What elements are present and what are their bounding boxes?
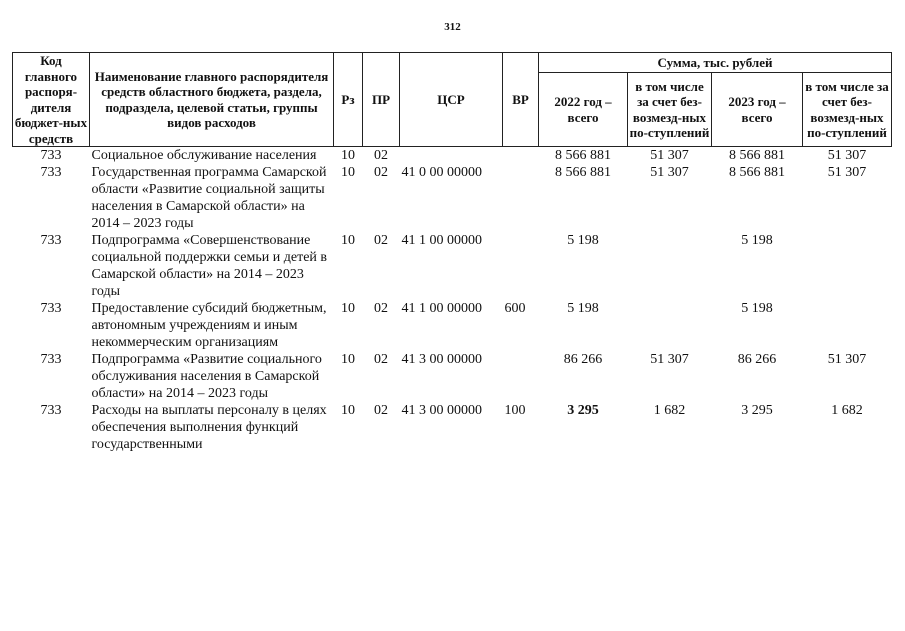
table-row [13, 147, 892, 165]
cell-vr [503, 147, 539, 165]
cell-rz: 10 [341, 148, 355, 163]
cell-2023-total: 8 566 881 [729, 148, 785, 163]
cell-vr [503, 164, 539, 232]
cell-vr: 600 [504, 301, 526, 316]
cell-code: 733 [40, 148, 62, 163]
cell-2023-total: 5 198 [741, 233, 773, 248]
header-vr: ВР [503, 53, 539, 147]
header-code: Код главного распоря-дителя бюджет-ных средств [13, 53, 90, 147]
cell-2022-total: 3 295 [567, 403, 599, 418]
cell-code: 733 [40, 301, 62, 316]
cell-vr [503, 351, 539, 402]
table-row [13, 402, 892, 453]
cell-pr: 02 [374, 352, 388, 367]
cell-code: 733 [40, 403, 62, 418]
cell-csr: 41 1 00 00000 [401, 233, 482, 248]
table-row [13, 164, 892, 232]
cell-pr: 02 [374, 148, 388, 163]
cell-pr: 02 [374, 233, 388, 248]
cell-pr: 02 [374, 403, 388, 418]
cell-2022-free [628, 300, 712, 351]
cell-2022-free: 51 307 [650, 165, 689, 180]
cell-name: Социальное обслуживание населения [91, 148, 317, 163]
cell-csr: 41 0 00 00000 [401, 165, 482, 180]
cell-vr: 100 [504, 403, 526, 418]
header-2023-total: 2023 год – всего [712, 73, 803, 147]
cell-2023-total: 3 295 [741, 403, 773, 418]
cell-2023-free [803, 232, 892, 300]
cell-2022-free [628, 232, 712, 300]
cell-name: Предоставление субсидий бюджетным, автономным учреждениям и иным некоммерческим организациям [91, 301, 327, 350]
cell-2022-free: 1 682 [653, 403, 686, 418]
page-number: 312 [444, 21, 461, 33]
cell-2023-free [803, 300, 892, 351]
cell-code: 733 [40, 352, 62, 367]
cell-2023-total: 86 266 [737, 352, 777, 367]
cell-name: Подпрограмма «Развитие социального обслуживания населения в Самарской области» на 2014 – 2023 годы [91, 352, 322, 401]
cell-name: Расходы на выплаты персоналу в целях обеспечения выполнения функций государственными [91, 403, 327, 452]
cell-csr: 41 3 00 00000 [401, 352, 482, 367]
cell-pr: 02 [374, 165, 388, 180]
cell-vr [503, 232, 539, 300]
header-name: Наименование главного распорядителя средств областного бюджета, раздела, подраздела, целевой статьи, группы видов расходов [90, 53, 334, 147]
header-pr: ПР [363, 53, 400, 147]
header-rz: Рз [334, 53, 363, 147]
header-2023-free: в том числе за счет без-возмезд-ных по-ступлений [803, 73, 892, 147]
cell-2023-free: 51 307 [827, 148, 867, 163]
cell-2023-free: 51 307 [827, 165, 867, 180]
header-sum: Сумма, тыс. рублей [539, 53, 892, 73]
budget-table [12, 52, 892, 453]
header-csr: ЦСР [400, 53, 503, 147]
cell-2022-total: 8 566 881 [555, 165, 611, 180]
cell-rz: 10 [341, 165, 355, 180]
cell-pr: 02 [374, 301, 388, 316]
cell-2022-free: 51 307 [650, 148, 689, 163]
cell-2023-free: 51 307 [827, 352, 867, 367]
cell-2022-free: 51 307 [650, 352, 689, 367]
cell-2022-total: 5 198 [567, 233, 599, 248]
cell-csr: 41 3 00 00000 [401, 403, 482, 418]
cell-rz: 10 [341, 301, 355, 316]
cell-rz: 10 [341, 403, 355, 418]
cell-csr [400, 147, 503, 165]
cell-2023-free: 1 682 [831, 403, 863, 418]
cell-rz: 10 [341, 233, 355, 248]
cell-code: 733 [40, 233, 62, 248]
cell-2022-total: 86 266 [563, 352, 603, 367]
table-row [13, 232, 892, 300]
cell-2023-total: 8 566 881 [729, 165, 785, 180]
table-row [13, 351, 892, 402]
cell-code: 733 [40, 165, 62, 180]
cell-2022-total: 5 198 [567, 301, 599, 316]
cell-2022-total: 8 566 881 [555, 148, 611, 163]
table-row [13, 300, 892, 351]
cell-name: Подпрограмма «Совершенствование социальной поддержки семьи и детей в Самарской области» на 2014 – 2023 годы [91, 233, 328, 299]
header-2022-free: в том числе за счет без-возмезд-ных по-ступлений [628, 73, 712, 147]
cell-rz: 10 [341, 352, 355, 367]
cell-csr: 41 1 00 00000 [401, 301, 482, 316]
cell-2023-total: 5 198 [741, 301, 773, 316]
header-2022-total: 2022 год – всего [539, 73, 628, 147]
cell-name: Государственная программа Самарской области «Развитие социальной защиты населения в Самарской области» на 2014 – 2023 годы [91, 165, 327, 231]
